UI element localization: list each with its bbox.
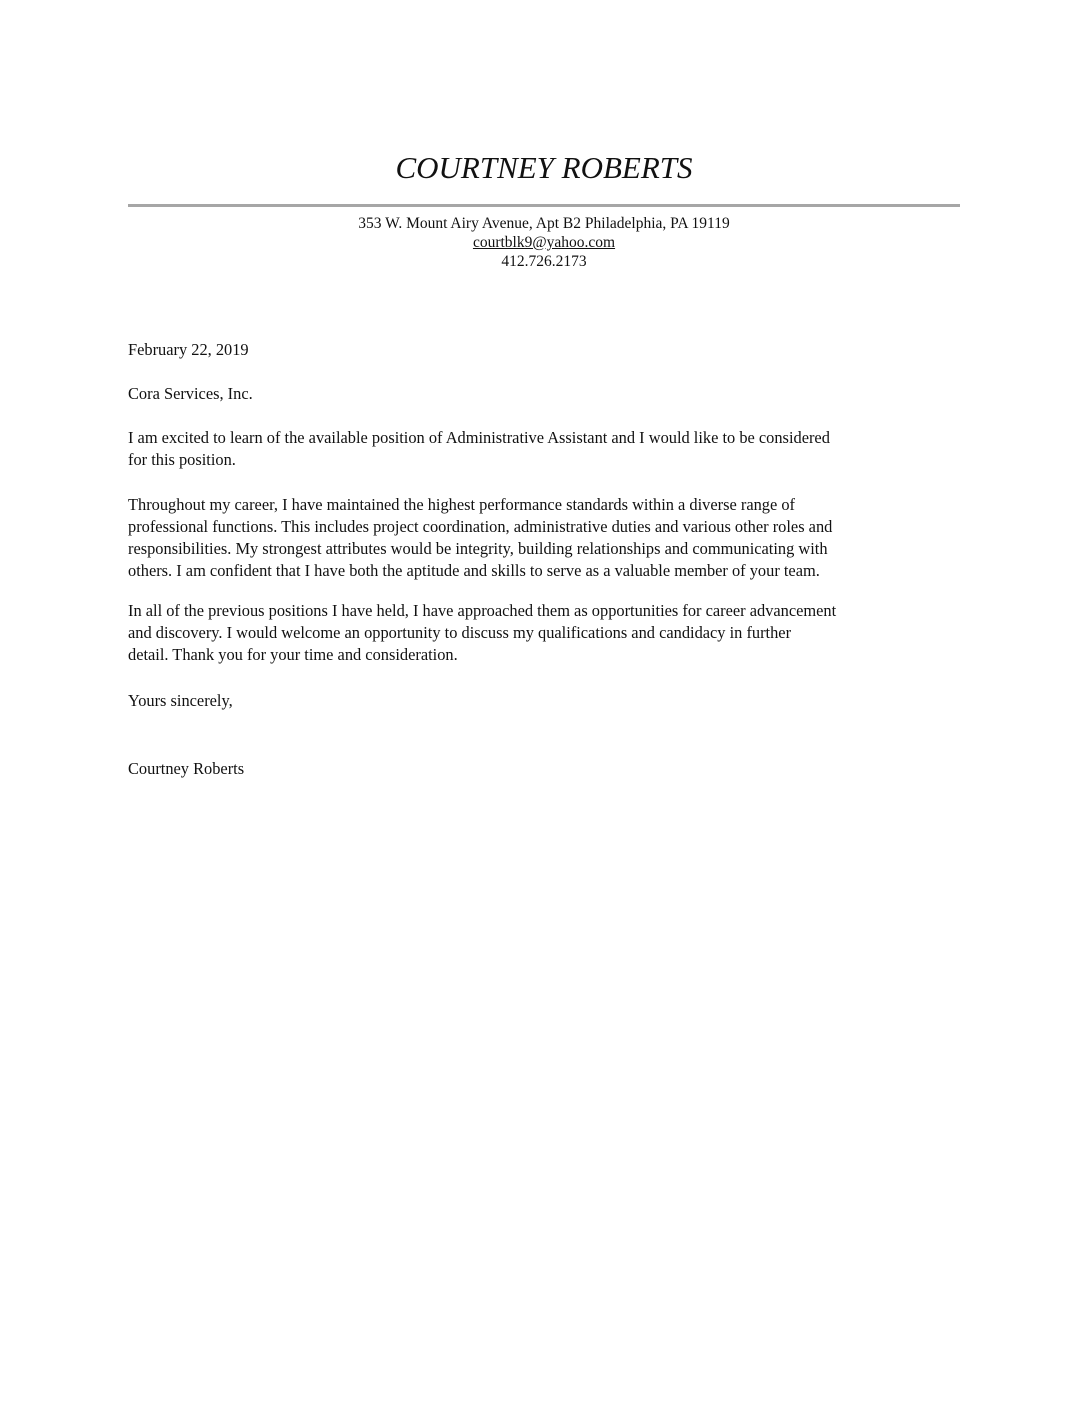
letter-paragraph-experience: Throughout my career, I have maintained the highest performance standards within a diverse range of professional functions. This includes project coordination, administrative duties and various other roles and responsibilities. My strongest attributes would be integrity, building relationships and communicating with others. I am confident that I have both the aptitude and skills to serve as a valuable member of your team. xyxy=(128,495,833,580)
letter-paragraph-intro: I am excited to learn of the available position of Administrative Assistant and I would like to be considered for this position. xyxy=(128,428,830,469)
letter-signature: Courtney Roberts xyxy=(128,759,245,778)
letter-date: February 22, 2019 xyxy=(128,340,249,359)
contact-block xyxy=(0,214,1088,271)
letter-closing: Yours sincerely, xyxy=(128,691,233,710)
sender-email-link[interactable]: courtblk9@yahoo.com xyxy=(472,234,616,251)
sender-address: 353 W. Mount Airy Avenue, Apt B2 Philadelphia, PA 19119 xyxy=(358,215,730,232)
sender-name-heading: COURTNEY ROBERTS xyxy=(395,150,693,185)
letter-paragraph-closing: In all of the previous positions I have held, I have approached them as opportunities for career advancement and discovery. I would welcome an opportunity to discuss my qualifications and candidacy in further detail. Thank you for your time and consideration. xyxy=(128,601,837,664)
letter-recipient: Cora Services, Inc. xyxy=(128,384,253,403)
header-divider xyxy=(128,204,960,207)
sender-phone: 412.726.2173 xyxy=(501,253,587,270)
